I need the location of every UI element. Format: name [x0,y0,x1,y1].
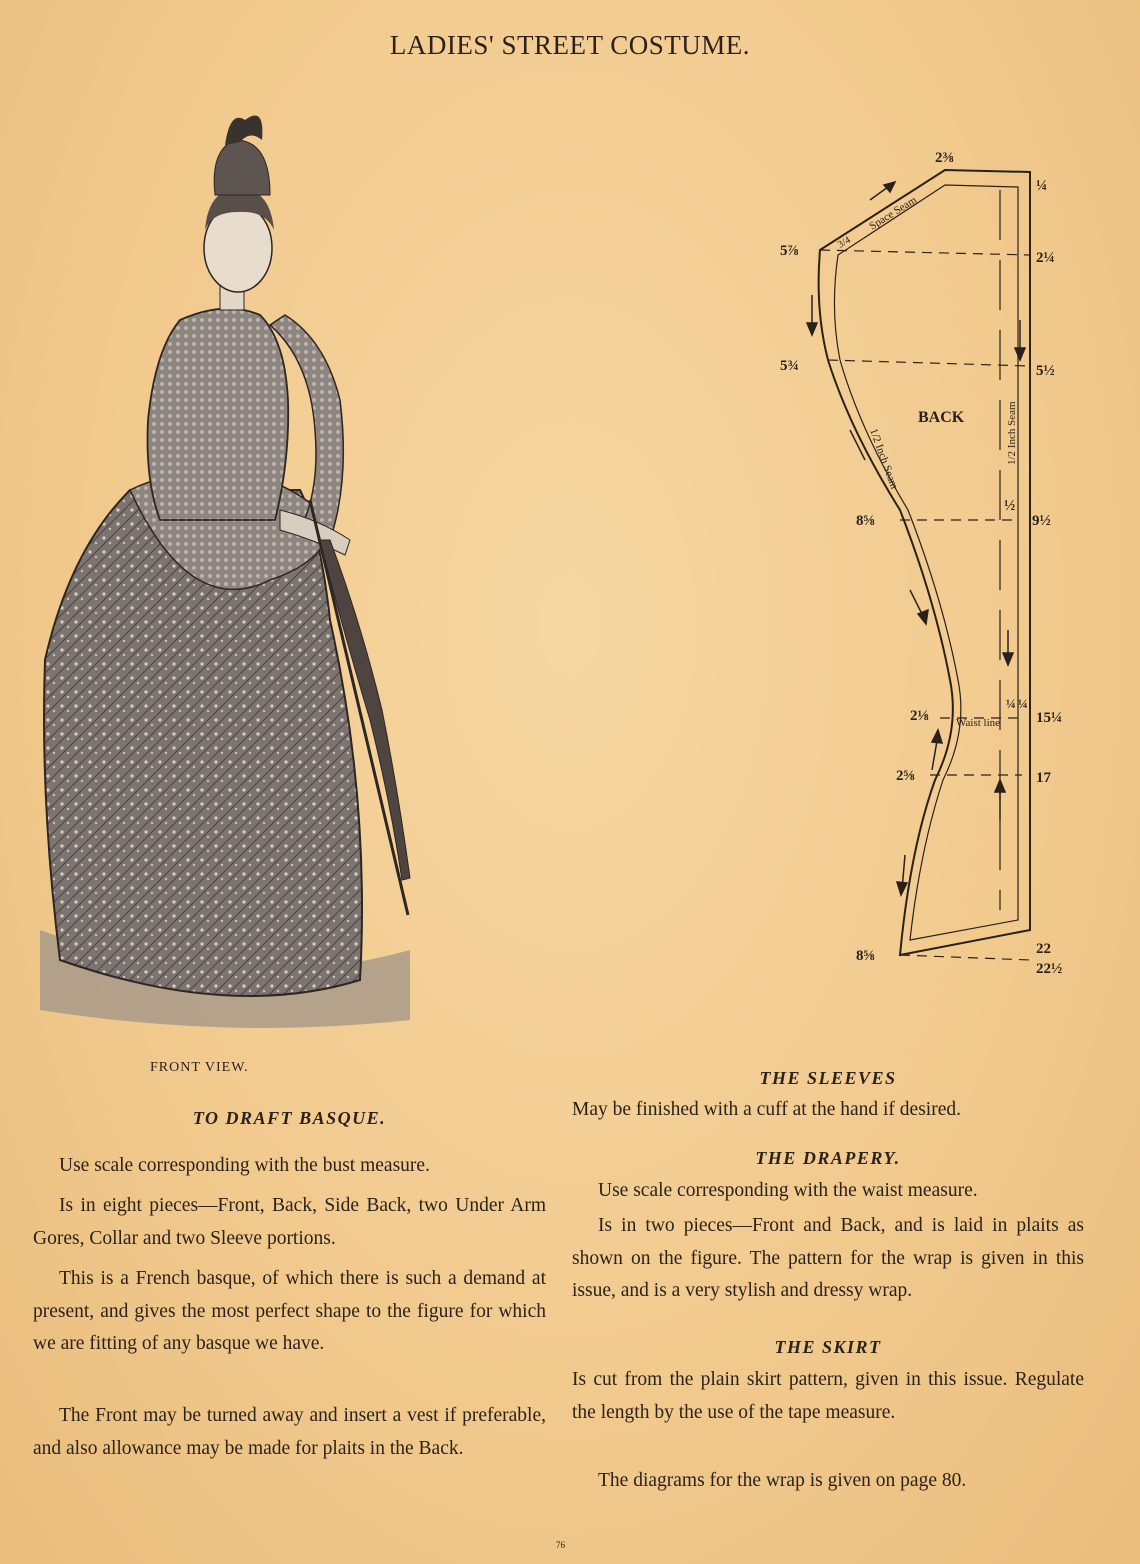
basque-heading: TO DRAFT BASQUE. [192,1108,387,1128]
skirt-paragraph-1: Is cut from the plain skirt pattern, given in this issue. Regulate the length by the use of the tape measure. [572,1369,1084,1423]
page-number: 76 [556,1540,565,1550]
measure-left-1: 5⅞ [780,243,799,259]
sleeves-heading: THE SLEEVES [759,1068,897,1088]
measure-right-5: 15¼ [1036,710,1063,726]
measure-right-4: 9½ [1032,513,1051,529]
measure-right-2: 2¼ [1036,250,1055,266]
page-title: LADIES' STREET COSTUME. [389,30,751,60]
measure-left-2: 5¾ [780,358,799,374]
inch-seam-left-label: 1/2 Inch Seam [867,426,901,491]
measure-left-4: 2⅛ [910,708,929,724]
inner-mark-1: ½ [1004,498,1016,514]
measure-left-5: 2⅝ [896,768,915,784]
space-seam-label: Space Seam [867,194,919,233]
measure-right-8: 22½ [1036,961,1063,977]
measure-right-3: 5½ [1036,363,1055,379]
drapery-paragraph-2: Is in two pieces—Front and Back, and is laid in plaits as shown on the figure. The pattern for the wrap is given in this issue, and is a very stylish and dressy wrap. [572,1215,1084,1301]
measure-right-7: 22 [1036,941,1051,957]
basque-paragraph-2: Is in eight pieces—Front, Back, Side Back, two Under Arm Gores, Collar and two Sleeve portions. [33,1195,546,1249]
measure-top: 2⅜ [935,150,954,166]
sleeves-text: May be finished with a cuff at the hand if desired. [572,1099,961,1120]
inner-mark-2: ¼ [1006,696,1016,711]
drapery-heading: THE DRAPERY. [755,1148,901,1168]
back-label: BACK [918,409,965,426]
inner-mark-3: ¼ [1018,696,1028,711]
back-pattern-diagram [760,130,1100,990]
bodice-shape [148,309,289,520]
measure-left-6: 8⅝ [856,948,875,964]
basque-paragraph-1: Use scale corresponding with the bust measure. [59,1155,430,1176]
skirt-paragraph-2: The diagrams for the wrap is given on page 80. [598,1470,967,1491]
hat-shape [214,140,270,195]
waist-line-label: Waist line [956,717,1001,729]
measure-left-3: 8⅝ [856,513,875,529]
basque-paragraph-3: This is a French basque, of which there is such a demand at present, and gives the most perfect shape to the figure for which we are fitting of any basque we have. [33,1268,546,1354]
measure-quarter: ¼ [1036,178,1048,194]
inch-seam-right-label: 1/2 Inch Seam [1006,401,1018,465]
pattern-outline [819,170,1030,955]
drapery-paragraph-1: Use scale corresponding with the waist measure. [598,1180,978,1201]
measure-right-6: 17 [1036,770,1051,786]
skirt-heading: THE SKIRT [774,1337,882,1357]
basque-paragraph-4: The Front may be turned away and insert a vest if preferable, and also allowance may be made for plaits in the Back. [33,1405,546,1459]
figure-caption: FRONT VIEW. [150,1060,249,1075]
costume-figure-illustration [30,100,450,1040]
three-quarter-label: 3/4 [836,234,853,251]
